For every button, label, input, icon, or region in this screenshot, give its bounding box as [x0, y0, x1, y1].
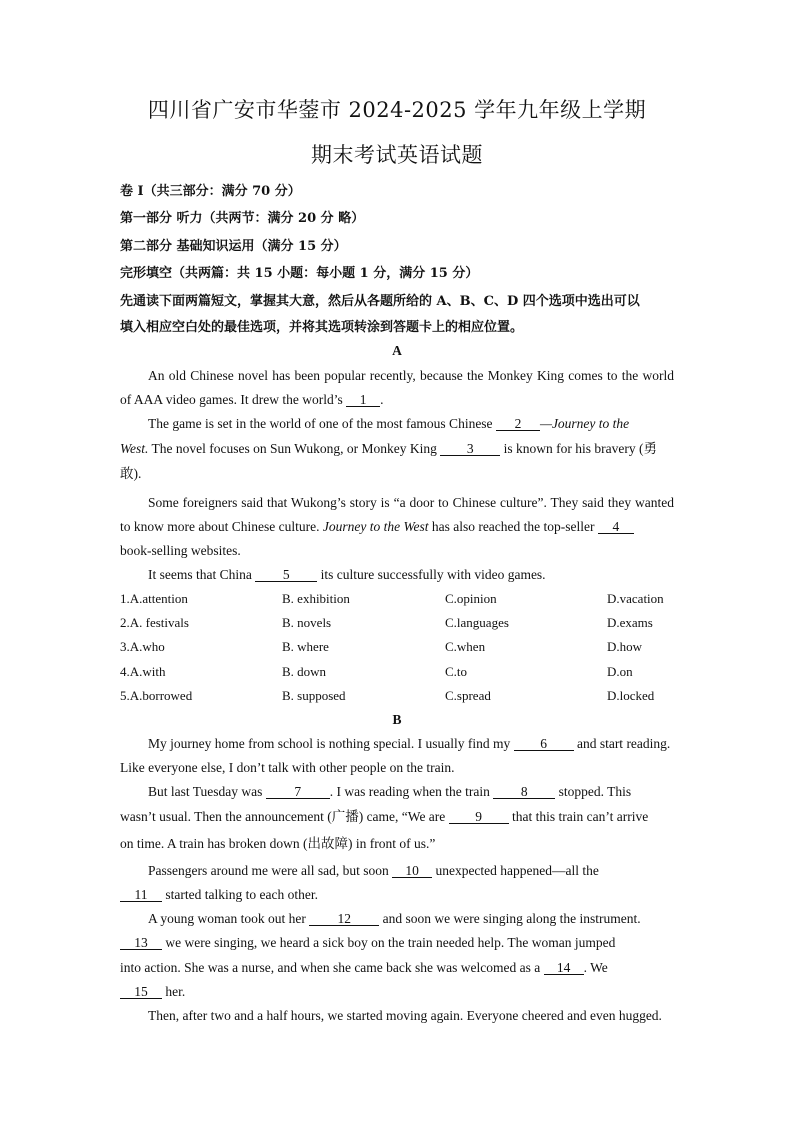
passage-b-line [148, 784, 674, 800]
blank-10[interactable]: 10 [392, 864, 432, 878]
text: stopped. This [558, 784, 632, 799]
passage-a-line: of AAA video games. It drew the world’s 1 . [120, 392, 384, 407]
option-c-3[interactable]: C.when [445, 639, 486, 654]
option-d-1[interactable]: D.vacation [607, 591, 664, 606]
text: of AAA video games. It drew the world’s [120, 392, 343, 407]
passage-a-line: An old Chinese novel has been popular recently, because the Monkey King comes to the world [148, 368, 674, 383]
exam-title-line2: 期末考试英语试题 [311, 143, 483, 167]
passage-b-line: Like everyone else, I don’t talk with other people on the train. [120, 760, 455, 775]
option-d-4[interactable]: D.on [607, 664, 633, 679]
blank-7[interactable]: 7 [266, 785, 330, 799]
option-b-2[interactable]: B. novels [282, 615, 332, 630]
passage-a-line [120, 519, 674, 535]
option-c-4[interactable]: C.to [445, 664, 468, 679]
option-b-5[interactable]: B. supposed [282, 688, 346, 703]
passage-b-line: on time. A train has broken down (出故障) in front of us.” [120, 836, 436, 851]
blank-2[interactable]: 2 [496, 417, 540, 431]
text: has also reached the top-seller [431, 519, 595, 534]
part-one-header: 第一部分 听力（共两节：满分 20 分 略） [120, 211, 365, 226]
passage-a-line [120, 441, 674, 457]
text: A young woman took out her [148, 911, 306, 926]
text: and start reading. [576, 736, 671, 751]
option-a-2[interactable]: 2.A. festivals [120, 615, 189, 630]
option-a-1[interactable]: 1.A.attention [120, 591, 188, 606]
option-d-5[interactable]: D.locked [607, 688, 655, 703]
text: its culture successfully with video games. [320, 567, 546, 582]
text: wasn’t usual. Then the announcement (广播) came, “We are [120, 809, 446, 824]
text: to know more about Chinese culture. [120, 519, 320, 534]
passage-b-line [148, 863, 674, 879]
text: Journey to the West [322, 519, 429, 534]
blank-12[interactable]: 12 [309, 912, 379, 926]
blank-5[interactable]: 5 [255, 568, 317, 582]
passage-a-label: A [392, 343, 402, 358]
passage-b-line [120, 935, 674, 951]
passage-a-line [148, 416, 674, 432]
passage-a-line [148, 567, 674, 583]
passage-b-line [120, 984, 674, 1000]
option-b-3[interactable]: B. where [282, 639, 329, 654]
text: My journey home from school is nothing special. I usually find my [148, 736, 511, 751]
option-a-3[interactable]: 3.A.who [120, 639, 165, 654]
text: —Journey to the [539, 416, 630, 431]
blank-1[interactable]: 1 [346, 393, 380, 407]
passage-a-line: Some foreigners said that Wukong’s story is “a door to Chinese culture”. They said they wanted [148, 495, 674, 510]
volume-header: 卷 I（共三部分：满分 70 分） [120, 184, 301, 199]
cloze-header: 完形填空（共两篇：共 15 小题：每小题 1 分，满分 15 分） [120, 266, 479, 281]
option-a-5[interactable]: 5.A.borrowed [120, 688, 193, 703]
option-b-4[interactable]: B. down [282, 664, 327, 679]
text: But last Tuesday was [148, 784, 263, 799]
option-a-4[interactable]: 4.A.with [120, 664, 166, 679]
instructions-line1: 先通读下面两篇短文，掌握其大意，然后从各题所给的 A、B、C、D 四个选项中选出可以 [120, 294, 640, 309]
text: that this train can’t arrive [512, 809, 649, 824]
option-d-2[interactable]: D.exams [607, 615, 653, 630]
blank-13[interactable]: 13 [120, 936, 162, 950]
text: into action. She was a nurse, and when she came back she was welcomed as a [120, 960, 541, 975]
text: Passengers around me were all sad, but soon [148, 863, 389, 878]
option-b-1[interactable]: B. exhibition [282, 591, 350, 606]
passage-b-label: B [392, 712, 402, 727]
text: . I was reading when the train [329, 784, 490, 799]
passage-a-line: book-selling websites. [120, 543, 241, 558]
blank-14[interactable]: 14 [544, 961, 584, 975]
text: is known for his bravery (勇 [503, 441, 657, 456]
blank-15[interactable]: 15 [120, 985, 162, 999]
text: . We [583, 960, 608, 975]
text: her. [165, 984, 186, 999]
text: unexpected happened—all the [435, 863, 599, 878]
text: we were singing, we heard a sick boy on the train needed help. The woman jumped [165, 935, 616, 950]
instructions-line2: 填入相应空白处的最佳选项，并将其选项转涂到答题卡上的相应位置。 [120, 320, 524, 335]
passage-a-line: 敢). [120, 466, 142, 481]
blank-8[interactable]: 8 [493, 785, 555, 799]
text: West. [120, 441, 149, 456]
text: It seems that China [148, 567, 252, 582]
part-two-header: 第二部分 基础知识运用（满分 15 分） [120, 239, 347, 254]
passage-b-line: Then, after two and a half hours, we started moving again. Everyone cheered and even hugged. [148, 1008, 662, 1023]
blank-9[interactable]: 9 [449, 810, 509, 824]
passage-b-line [120, 960, 674, 976]
blank-6[interactable]: 6 [514, 737, 574, 751]
text: started talking to each other. [165, 887, 318, 902]
text: The game is set in the world of one of the most famous Chinese [148, 416, 493, 431]
passage-b-line [148, 736, 674, 752]
text: and soon we were singing along the instrument. [382, 911, 641, 926]
option-c-5[interactable]: C.spread [445, 688, 491, 703]
option-d-3[interactable]: D.how [607, 639, 643, 654]
blank-3[interactable]: 3 [440, 442, 500, 456]
passage-b-line [120, 887, 674, 903]
text: The novel focuses on Sun Wukong, or Monkey King [151, 441, 437, 456]
blank-4[interactable]: 4 [598, 520, 634, 534]
exam-title-line1: 四川省广安市华蓥市 2024-2025 学年九年级上学期 [147, 98, 647, 122]
passage-b-line [120, 809, 674, 825]
passage-b-line [148, 911, 674, 927]
option-c-2[interactable]: C.languages [445, 615, 509, 630]
blank-11[interactable]: 11 [120, 888, 162, 902]
option-c-1[interactable]: C.opinion [445, 591, 497, 606]
